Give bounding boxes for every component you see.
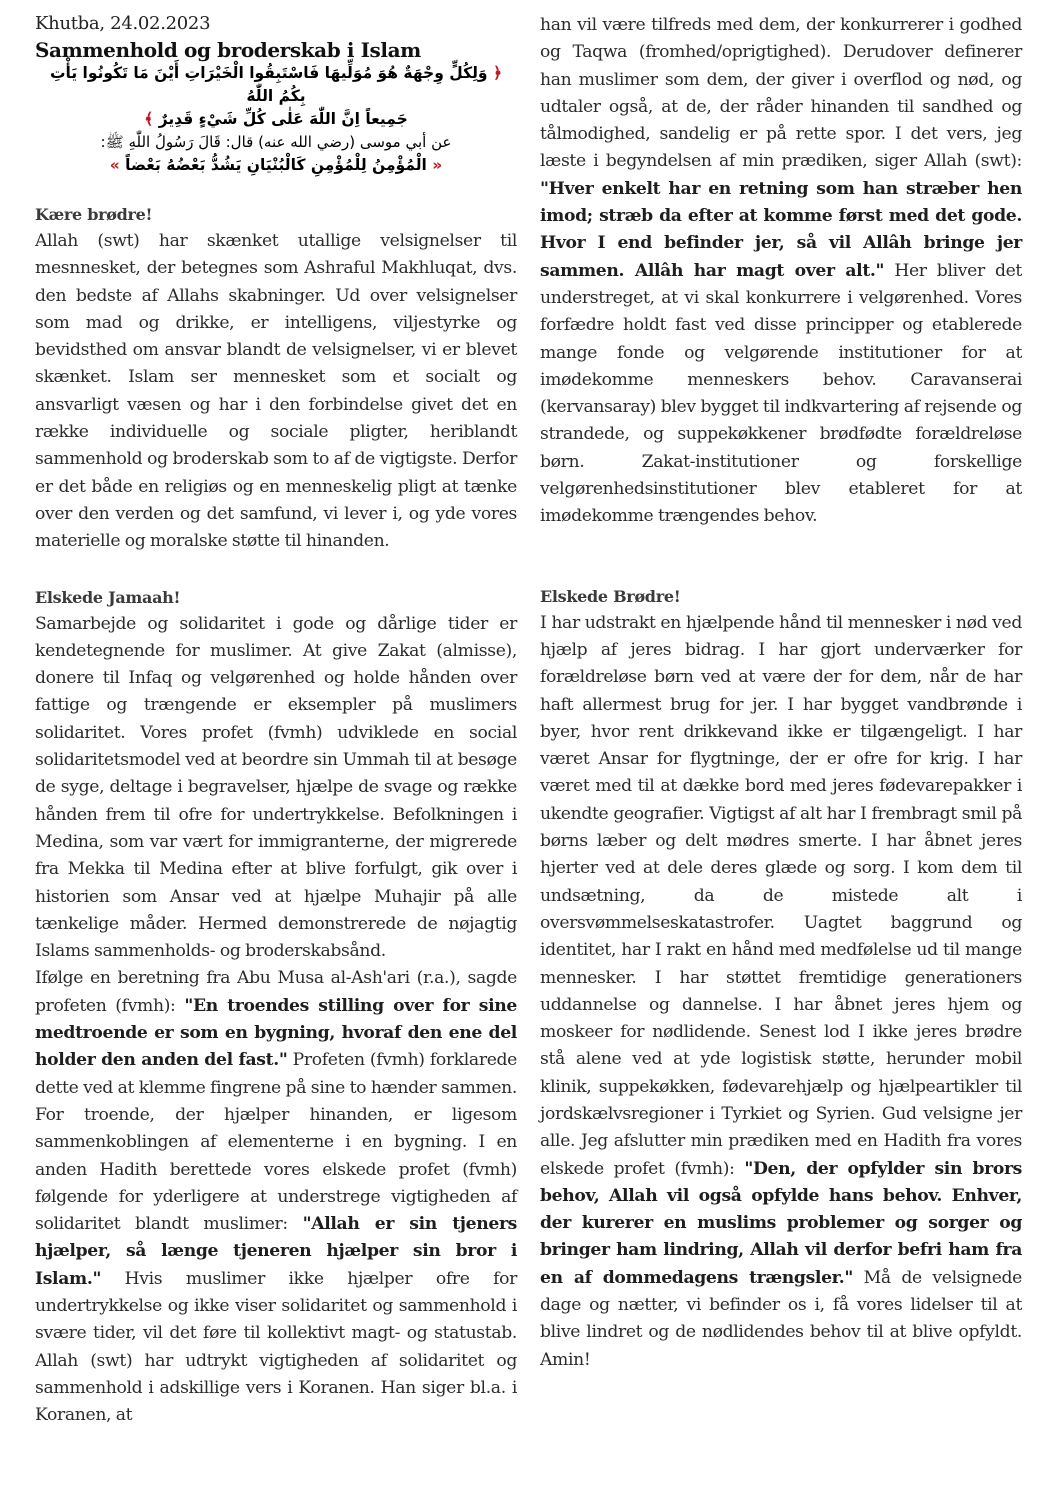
section-heading-elskede-brodre: Elskede Brødre!	[540, 586, 681, 606]
paragraph-closing	[540, 610, 1022, 1374]
text-run: Ifølge en beretning fra Abu Musa al-Ash'ari (r.a.), sagde profeten (fvmh):	[35, 968, 517, 1016]
section-heading-elskede-jamaah: Elskede Jamaah!	[35, 587, 181, 607]
hadith-quote-closing: "Den, der opfylder sin brors behov, Allah vil også opfylde hans behov. Enhver, der kurerer en muslims problemer og sorger og bringer ham lindring, Allah vil derfor befri ham fra en af dommedagens trængsler."	[540, 1158, 1022, 1288]
hadith-line	[35, 154, 517, 177]
text-run: Her bliver det understreget, at vi skal konkurrere i velgørenhed. Vores forfædre holdt fast ved disse principper og etablerede mange fonde og velgørende institutioner for at imødekomme menneskers behov. Caravanserai (kervansaray) blev bygget til indkvartering af rejsende og strandede, og suppekøkkener brødfødte forældreløse børn. Zakat-institutioner og forskellige velgørenhedsinstitutioner blev etableret for at imødekomme trængendes behov.	[540, 260, 1022, 527]
text-run: I har udstrakt en hjælpende hånd til mennesker i nød ved hjælp af jeres bidrag. I har gjort underværker for forældreløse børn ved at være der for dem, når de har haft allermest brug for jer. I har bygget vandbrønde i byer, hvor rent drikkevand ikke er tilgængeligt. I har været Ansar for flygtninge, der er ofre for krig. I har været med til at dække bord med jeres fødevarepakker i ukendte geografier. Vigtigst af alt har I frembragt smil på børns læber og delt mødres smerte. I har åbnet jeres hjerter ved at dele deres glæde og sorg. I kom dem til undsætning, da de mistede alt i oversvømmelseskatastrofer. Uagtet baggrund og identitet, har I rakt en hånd med medfølelse ud til mange mennesker. I har støttet fremtidige generationers uddannelse og dannelse. I har åbnet jeres hjem og moskeer for nødlidende. Senest lod I ikke jeres brødre stå alene ved at yde logistisk støtte, herunder mobil klinik, suppekøkken, fødevarehjælp og hjælpeartikler til jordskælvsregioner i Tyrkiet og Syrien. Gud velsigne jer alle. Jeg afslutter min prædiken med en Hadith fra vores elskede profet (fvmh):	[540, 612, 1022, 1179]
hadith-intro: عن أبي موسى (رضي الله عنه) قال: قَالَ رَسُولُ اللّٰهِ ﷺ:	[100, 133, 452, 151]
hadith-text: الْمُؤْمِنُ لِلْمُؤْمِنِ كَالْبُنْيَانِ يَشُدُّ بَعْضُهُ بَعْضاً	[125, 156, 427, 174]
text-run: Hvis muslimer ikke hjælper ofre for undertrykkelse og ikke viser solidaritet og sammenhold i svære tider, vil det føre til kollektivt magt- og statustab. Allah (swt) har udtrykt vigtigheden af solidaritet og sammenhold i adskillige vers i Koranen. Han siger bl.a. i Koranen, at	[35, 1268, 517, 1426]
left-column	[35, 0, 517, 1429]
hadith-open-quote: «	[432, 156, 443, 174]
paragraph-intro: Allah (swt) har skænket utallige velsignelser til mesnnesket, der betegnes som Ashraful Makhluqat, dvs. den bedste af Allahs skabninger. Ud over velsignelser som mad og drikke, er intelligens, viljestyrke og bevidsthed om ansvar blandt de velsignelser, vi er blevet skænket. Islam ser mennesket som et socialt og ansvarligt væsen og har i den forbindelse givet det en række individuelle og sociale pligter, heriblandt sammenhold og broderskab som to af de vigtigste. Derfor er det både en religiøs og en menneskelig pligt at tænke over den verden og det samfund, vi lever i, og yde vores materielle og moralske støtte til hinanden.	[35, 231, 517, 552]
page-title: Sammenhold og broderskab i Islam	[35, 38, 421, 62]
verse-text-2: جَمِيعاً اِنَّ اللّٰهَ عَلٰى كُلِّ شَيْءٍ قَدِيرٌ	[158, 110, 408, 128]
section-heading-kaere-brodre: Kære brødre!	[35, 205, 153, 224]
text-run: han vil være tilfreds med dem, der konkurrerer i godhed og Taqwa (fromhed/oprigtighed). Derudover definerer han muslimer som dem, der giver i overflod og nød, og udtaler også, at de, der råder hinanden til sandhed og tålmodighed, sandelig er på rette spor. I det vers, jeg læste i begyndelsen af min prædiken, siger Allah (swt):	[540, 15, 1022, 172]
hadith-quote-building: "En troendes stilling over for sine medtroende er som en bygning, hvoraf den ene del holder den anden del fast."	[35, 995, 517, 1071]
paragraph-solidarity: Samarbejde og solidaritet i gode og dårlige tider er kendetegnende for muslimer. At give Zakat (almisse), donere til Infaq og velgørenhed og holde hånden over fattige og trængende er eksempler på muslimers solidaritet. Vores profet (fvmh) udviklede en social solidaritetsmodel ved at beordre sin Ummah til at besøge de syge, deltage i begravelser, hjælpe de svage og række hånden frem til ofre for undertrykkelse. Befolkningen i Medina, som var vært for immigranterne, der migrerede fra Mekka til Medina efter at blive forfulgt, gik over i historien som Ansar ved at hjælpe Muhajir på alle tænkelige måder. Hermed demonstrerede de nøjagtig Islams sammenholds- og broderskabsånd.	[35, 613, 517, 962]
paragraph-hadith-building	[35, 965, 517, 1429]
paragraph-continued	[540, 12, 1022, 531]
verse-open-bracket: ﴿	[492, 64, 503, 82]
verse-text-1: وَلِكُلٍّ وِجْهَةٌ هُوَ مُوَلِّيهَا فَاسْتَبِقُوا الْخَيْرَاتِ أَيْنَ مَا تَكُونُوا يَأْتِ بِكُمُ اللّٰهُ	[49, 64, 488, 105]
hadith-quote-helper: "Allah er sin tjeners hjælper, så længe tjeneren hjælper sin bror i Islam."	[35, 1214, 518, 1289]
text-run: Profeten (fvmh) forklarede dette ved at klemme fingrene på sine to hænder sammen. For troende, der hjælper hinanden, er ligesom sammenkoblingen af elementerne i en bygning. I en anden Hadith berettede vores elskede profet (fvmh) følgende for yderligere at understrege vigtigheden af solidaritet blandt muslimer:	[35, 1050, 517, 1235]
text-run: Må de velsignede dage og nætter, vi befinder os i, få vores lidelser til at blive lindret og de nødlidendes behov til at blive opfyldt. Amin!	[540, 1267, 1023, 1370]
right-column	[540, 0, 1022, 1374]
hadith-close-quote: »	[109, 156, 120, 174]
quran-verse-line-1	[35, 62, 517, 108]
quran-verse-line-2	[35, 108, 517, 131]
verse-close-bracket: ﴾	[144, 110, 154, 128]
date-line: Khutba, 24.02.2023	[35, 13, 211, 34]
quran-quote-translation: "Hver enkelt har en retning som han stræber hen imod; stræb da efter at komme først med det gode. Hvor I end befinder jer, så vil Allâh bringe jer sammen. Allâh har magt over alt."	[540, 178, 1022, 281]
